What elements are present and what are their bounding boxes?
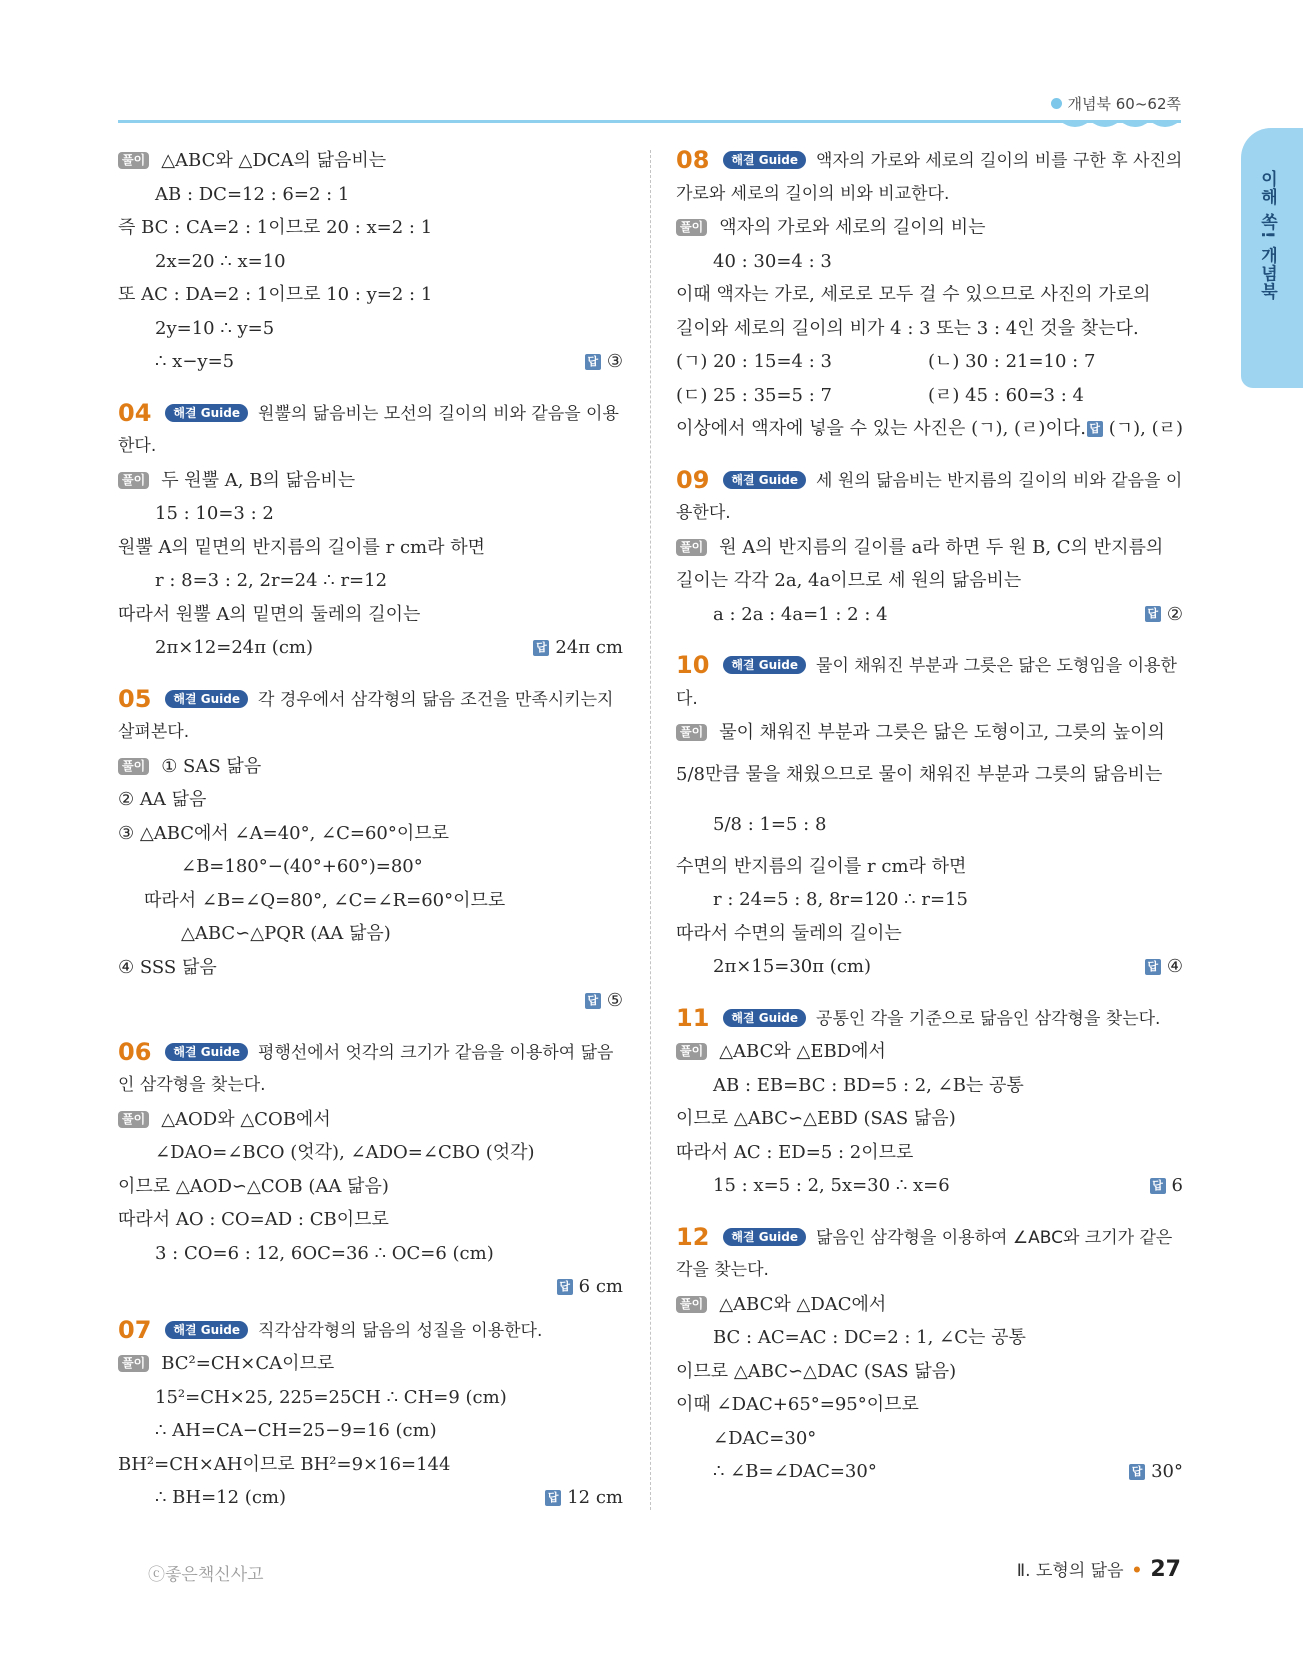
problem-number: 09 bbox=[676, 465, 710, 494]
page-number: 27 bbox=[1150, 1557, 1181, 1582]
solution-line: 3 : CO=6 : 12, 6OC=36 ∴ OC=6 (cm) bbox=[155, 1242, 494, 1264]
solution-line: ④ SSS 닮음 bbox=[118, 956, 217, 978]
solution-line: 이므로 △AOD∽△COB (AA 닮음) bbox=[118, 1175, 389, 1197]
guide-text: 물이 채워진 부분과 그릇은 닮은 도형임을 이용한 bbox=[816, 656, 1177, 676]
problem-09 bbox=[676, 464, 1183, 632]
bullet-dot-icon bbox=[1051, 98, 1062, 109]
guide-text: 세 원의 닮음비는 반지름의 길이의 비와 같음을 이 bbox=[816, 470, 1183, 491]
problem-number: 08 bbox=[676, 146, 710, 174]
answer-icon: 답 bbox=[545, 1490, 561, 1506]
solution-line: 즉 BC : CA=2 : 1이므로 20 : x=2 : 1 bbox=[118, 217, 433, 238]
answer-value: ④ bbox=[1166, 956, 1183, 977]
answer-icon: 답 bbox=[557, 1279, 573, 1295]
solution-badge: 풀이 bbox=[676, 219, 707, 236]
guide-badge: 해결 Guide bbox=[165, 1043, 248, 1061]
solution-line: 이때 액자는 가로, 세로로 모두 걸 수 있으므로 사진의 가로의 bbox=[676, 284, 1151, 305]
answer bbox=[1145, 598, 1183, 632]
solution-line: 5/8 : 1=5 : 8 bbox=[713, 813, 827, 835]
problem-number: 05 bbox=[118, 684, 152, 713]
problem-number: 10 bbox=[676, 651, 710, 679]
guide-text: 한다. bbox=[118, 436, 157, 456]
solution-line: 2π×12=24π (cm) bbox=[155, 637, 314, 658]
problem-04 bbox=[118, 397, 623, 665]
solution-line: △ABC와 △DCA의 닮음비는 bbox=[161, 150, 387, 171]
solution-line: BC : AC=AC : DC=2 : 1, ∠C는 공통 bbox=[713, 1327, 1026, 1348]
solution-line: BH²=CH×AH이므로 BH²=9×16=144 bbox=[118, 1453, 451, 1475]
solution-line: 2π×15=30π (cm) bbox=[713, 956, 872, 977]
solution-line: r : 24=5 : 8, 8r=120 ∴ r=15 bbox=[713, 889, 968, 910]
solution-line: 물이 채워진 부분과 그릇은 닮은 도형이고, 그릇의 높이의 bbox=[719, 722, 1165, 743]
answer-value: 6 bbox=[1171, 1175, 1183, 1196]
guide-text: 다. bbox=[676, 688, 698, 709]
guide-badge: 해결 Guide bbox=[723, 1228, 806, 1246]
guide-badge: 해결 Guide bbox=[723, 151, 806, 169]
guide-text: 닮음인 삼각형을 이용하여 ∠ABC와 크기가 같은 bbox=[816, 1227, 1173, 1248]
solution-line: ∠DAC=30° bbox=[713, 1427, 817, 1449]
page-footer bbox=[1017, 1556, 1181, 1582]
wave-decoration-icon bbox=[1060, 119, 1180, 133]
solution-line: ③ △ABC에서 ∠A=40°, ∠C=60°이므로 bbox=[118, 822, 450, 844]
solution-line: 따라서 AC : ED=5 : 2이므로 bbox=[676, 1141, 914, 1163]
solution-line: 15 : 10=3 : 2 bbox=[155, 503, 274, 524]
answer-icon: 답 bbox=[533, 640, 549, 656]
problem-number: 11 bbox=[676, 1003, 710, 1032]
solution-line: 또 AC : DA=2 : 1이므로 10 : y=2 : 1 bbox=[118, 284, 433, 305]
answer-value: ② bbox=[1166, 603, 1183, 625]
answer bbox=[1129, 1455, 1183, 1489]
solution-line: ∠DAO=∠BCO (엇각), ∠ADO=∠CBO (엇각) bbox=[155, 1142, 535, 1163]
answer bbox=[1087, 412, 1183, 446]
problem-number: 06 bbox=[118, 1037, 152, 1066]
solution-line: (ㄷ) 25 : 35=5 : 7 bbox=[676, 384, 832, 406]
side-tab bbox=[1241, 128, 1303, 388]
solution-badge: 풀이 bbox=[676, 1043, 707, 1060]
problem-06 bbox=[118, 1036, 623, 1304]
answer-value: 12 cm bbox=[567, 1487, 623, 1508]
solution-badge: 풀이 bbox=[118, 1355, 149, 1372]
publisher-credit: ⓒ좋은책신사고 bbox=[148, 1565, 264, 1585]
answer-icon: 답 bbox=[1129, 1464, 1145, 1480]
problem-number: 12 bbox=[676, 1222, 710, 1251]
solution-line: △AOD와 △COB에서 bbox=[161, 1108, 331, 1130]
solution-line: 이므로 △ABC∽△EBD (SAS 닮음) bbox=[676, 1108, 956, 1129]
answer-icon: 답 bbox=[1150, 1178, 1166, 1194]
side-tab-label: 이해 쏙! 개념북 bbox=[1257, 170, 1277, 301]
guide-text: 용한다. bbox=[676, 503, 731, 523]
solution-line: r : 8=3 : 2, 2r=24 ∴ r=12 bbox=[155, 570, 388, 591]
solution-badge: 풀이 bbox=[118, 152, 149, 169]
solution-line: AB : DC=12 : 6=2 : 1 bbox=[155, 183, 350, 205]
solution-badge: 풀이 bbox=[676, 724, 707, 741]
solution-line: ∴ AH=CA−CH=25−9=16 (cm) bbox=[155, 1420, 437, 1441]
guide-text: 평행선에서 엇각의 크기가 같음을 이용하여 닮음 bbox=[258, 1042, 614, 1063]
solution-line: 액자의 가로와 세로의 길이의 비는 bbox=[719, 217, 986, 238]
solution-line: 따라서 수면의 둘레의 길이는 bbox=[676, 922, 902, 944]
solution-line: ② AA 닮음 bbox=[118, 789, 207, 810]
page-reference bbox=[1051, 93, 1181, 114]
solution-line: 원뿔 A의 밑면의 반지름의 길이를 r cm라 하면 bbox=[118, 536, 486, 558]
problem-number: 07 bbox=[118, 1315, 152, 1344]
answer-icon: 답 bbox=[1087, 421, 1103, 437]
header-rule bbox=[118, 120, 1181, 123]
solution-line: (ㄴ) 30 : 21=10 : 7 bbox=[928, 351, 1096, 372]
problem-08 bbox=[676, 144, 1183, 446]
solution-line: 따라서 원뿔 A의 밑면의 둘레의 길이는 bbox=[118, 603, 421, 625]
guide-text: 인 삼각형을 찾는다. bbox=[118, 1075, 266, 1095]
guide-text: 각 경우에서 삼각형의 닮음 조건을 만족시키는지 bbox=[258, 689, 614, 710]
chapter-title: Ⅱ. 도형의 닮음 bbox=[1016, 1561, 1124, 1581]
solution-line: 이상에서 액자에 넣을 수 있는 사진은 (ㄱ), (ㄹ)이다. bbox=[676, 418, 1086, 439]
guide-badge: 해결 Guide bbox=[165, 1321, 248, 1339]
solution-line: ∠B=180°−(40°+60°)=80° bbox=[181, 856, 423, 877]
solution-badge: 풀이 bbox=[118, 472, 149, 489]
solution-line: ① SAS 닮음 bbox=[161, 755, 262, 777]
guide-text: 직각삼각형의 닮음의 성질을 이용한다. bbox=[258, 1320, 543, 1341]
answer-value: 24π cm bbox=[555, 637, 623, 658]
problem-07 bbox=[118, 1314, 623, 1515]
answer bbox=[545, 1481, 623, 1515]
solution-badge: 풀이 bbox=[118, 758, 149, 775]
separator-dot-icon: • bbox=[1131, 1561, 1143, 1581]
solution-line: 길이는 각각 2a, 4a이므로 세 원의 닮음비는 bbox=[676, 570, 1022, 591]
solution-line: 2y=10 ∴ y=5 bbox=[155, 317, 275, 339]
guide-text: 공통인 각을 기준으로 닮음인 삼각형을 찾는다. bbox=[816, 1008, 1161, 1029]
answer-icon: 답 bbox=[1145, 959, 1161, 975]
solution-line: 2x=20 ∴ x=10 bbox=[155, 250, 286, 272]
solution-line: 15 : x=5 : 2, 5x=30 ∴ x=6 bbox=[713, 1175, 950, 1196]
answer bbox=[557, 1270, 623, 1304]
solution-line: 원 A의 반지름의 길이를 a라 하면 두 원 B, C의 반지름의 bbox=[719, 536, 1164, 558]
solution-line: 두 원뿔 A, B의 닮음비는 bbox=[161, 469, 356, 491]
guide-text: 각을 찾는다. bbox=[676, 1260, 769, 1280]
solution-badge: 풀이 bbox=[118, 1111, 149, 1128]
solution-line: 따라서 AO : CO=AD : CB이므로 bbox=[118, 1209, 389, 1230]
solution-line: 수면의 반지름의 길이를 r cm라 하면 bbox=[676, 855, 967, 877]
guide-badge: 해결 Guide bbox=[723, 1009, 806, 1027]
guide-badge: 해결 Guide bbox=[723, 656, 806, 674]
solution-line: (ㄱ) 20 : 15=4 : 3 bbox=[676, 351, 832, 372]
solution-line: 길이와 세로의 길이의 비가 4 : 3 또는 3 : 4인 것을 찾는다. bbox=[676, 317, 1139, 339]
solution-line: 이므로 △ABC∽△DAC (SAS 닮음) bbox=[676, 1360, 957, 1382]
solution-line: △ABC와 △EBD에서 bbox=[719, 1041, 886, 1062]
guide-badge: 해결 Guide bbox=[165, 690, 248, 708]
answer-value: 6 cm bbox=[578, 1276, 623, 1297]
guide-text: 가로와 세로의 길이의 비와 비교한다. bbox=[676, 183, 950, 204]
answer-value: (ㄱ), (ㄹ) bbox=[1108, 418, 1183, 439]
problem-11 bbox=[676, 1002, 1183, 1203]
solution-line: 따라서 ∠B=∠Q=80°, ∠C=∠R=60°이므로 bbox=[144, 889, 506, 911]
page-reference-text: 개념북 60~62쪽 bbox=[1067, 95, 1181, 113]
solution-line: ∴ BH=12 (cm) bbox=[155, 1487, 287, 1508]
problem-03-solution bbox=[118, 144, 623, 379]
right-column bbox=[676, 144, 1183, 1489]
answer-value: ③ bbox=[606, 351, 623, 372]
problem-12 bbox=[676, 1221, 1183, 1489]
answer-value: 30° bbox=[1151, 1461, 1183, 1482]
guide-text: 살펴본다. bbox=[118, 722, 190, 742]
answer-value: ⑤ bbox=[606, 990, 623, 1011]
answer-icon: 답 bbox=[585, 993, 601, 1009]
solution-line: BC²=CH×CA이므로 bbox=[161, 1353, 335, 1374]
solution-line: 40 : 30=4 : 3 bbox=[713, 250, 832, 272]
guide-badge: 해결 Guide bbox=[165, 404, 248, 422]
solution-line: 15²=CH×25, 225=25CH ∴ CH=9 (cm) bbox=[155, 1386, 507, 1408]
solution-line: △ABC∽△PQR (AA 닮음) bbox=[181, 923, 391, 944]
guide-text: 원뿔의 닮음비는 모선의 길이의 비와 같음을 이용 bbox=[258, 403, 619, 424]
answer-icon: 답 bbox=[585, 354, 601, 370]
problem-05 bbox=[118, 683, 623, 1018]
solution-line: 5/8만큼 물을 채웠으므로 물이 채워진 부분과 그릇의 닮음비는 bbox=[676, 763, 1163, 785]
answer bbox=[533, 631, 623, 665]
solution-badge: 풀이 bbox=[676, 1296, 707, 1313]
column-divider bbox=[650, 150, 651, 1510]
answer bbox=[585, 345, 623, 379]
solution-line: AB : EB=BC : BD=5 : 2, ∠B는 공통 bbox=[713, 1074, 1024, 1096]
solution-line: a : 2a : 4a=1 : 2 : 4 bbox=[713, 603, 888, 625]
solution-line: △ABC와 △DAC에서 bbox=[719, 1293, 887, 1315]
solution-line: ∴ ∠B=∠DAC=30° bbox=[713, 1461, 877, 1482]
solution-line: 이때 ∠DAC+65°=95°이므로 bbox=[676, 1394, 919, 1415]
answer bbox=[1150, 1169, 1183, 1203]
problem-10 bbox=[676, 649, 1183, 984]
guide-text: 액자의 가로와 세로의 길이의 비를 구한 후 사진의 bbox=[816, 151, 1183, 171]
solution-badge: 풀이 bbox=[676, 539, 707, 556]
answer bbox=[585, 984, 623, 1018]
solution-line: ∴ x−y=5 bbox=[155, 351, 235, 372]
solution-line: (ㄹ) 45 : 60=3 : 4 bbox=[928, 384, 1084, 406]
guide-badge: 해결 Guide bbox=[723, 471, 806, 489]
left-column bbox=[118, 144, 623, 1515]
answer-icon: 답 bbox=[1145, 606, 1161, 622]
problem-number: 04 bbox=[118, 398, 152, 427]
answer bbox=[1145, 950, 1183, 984]
